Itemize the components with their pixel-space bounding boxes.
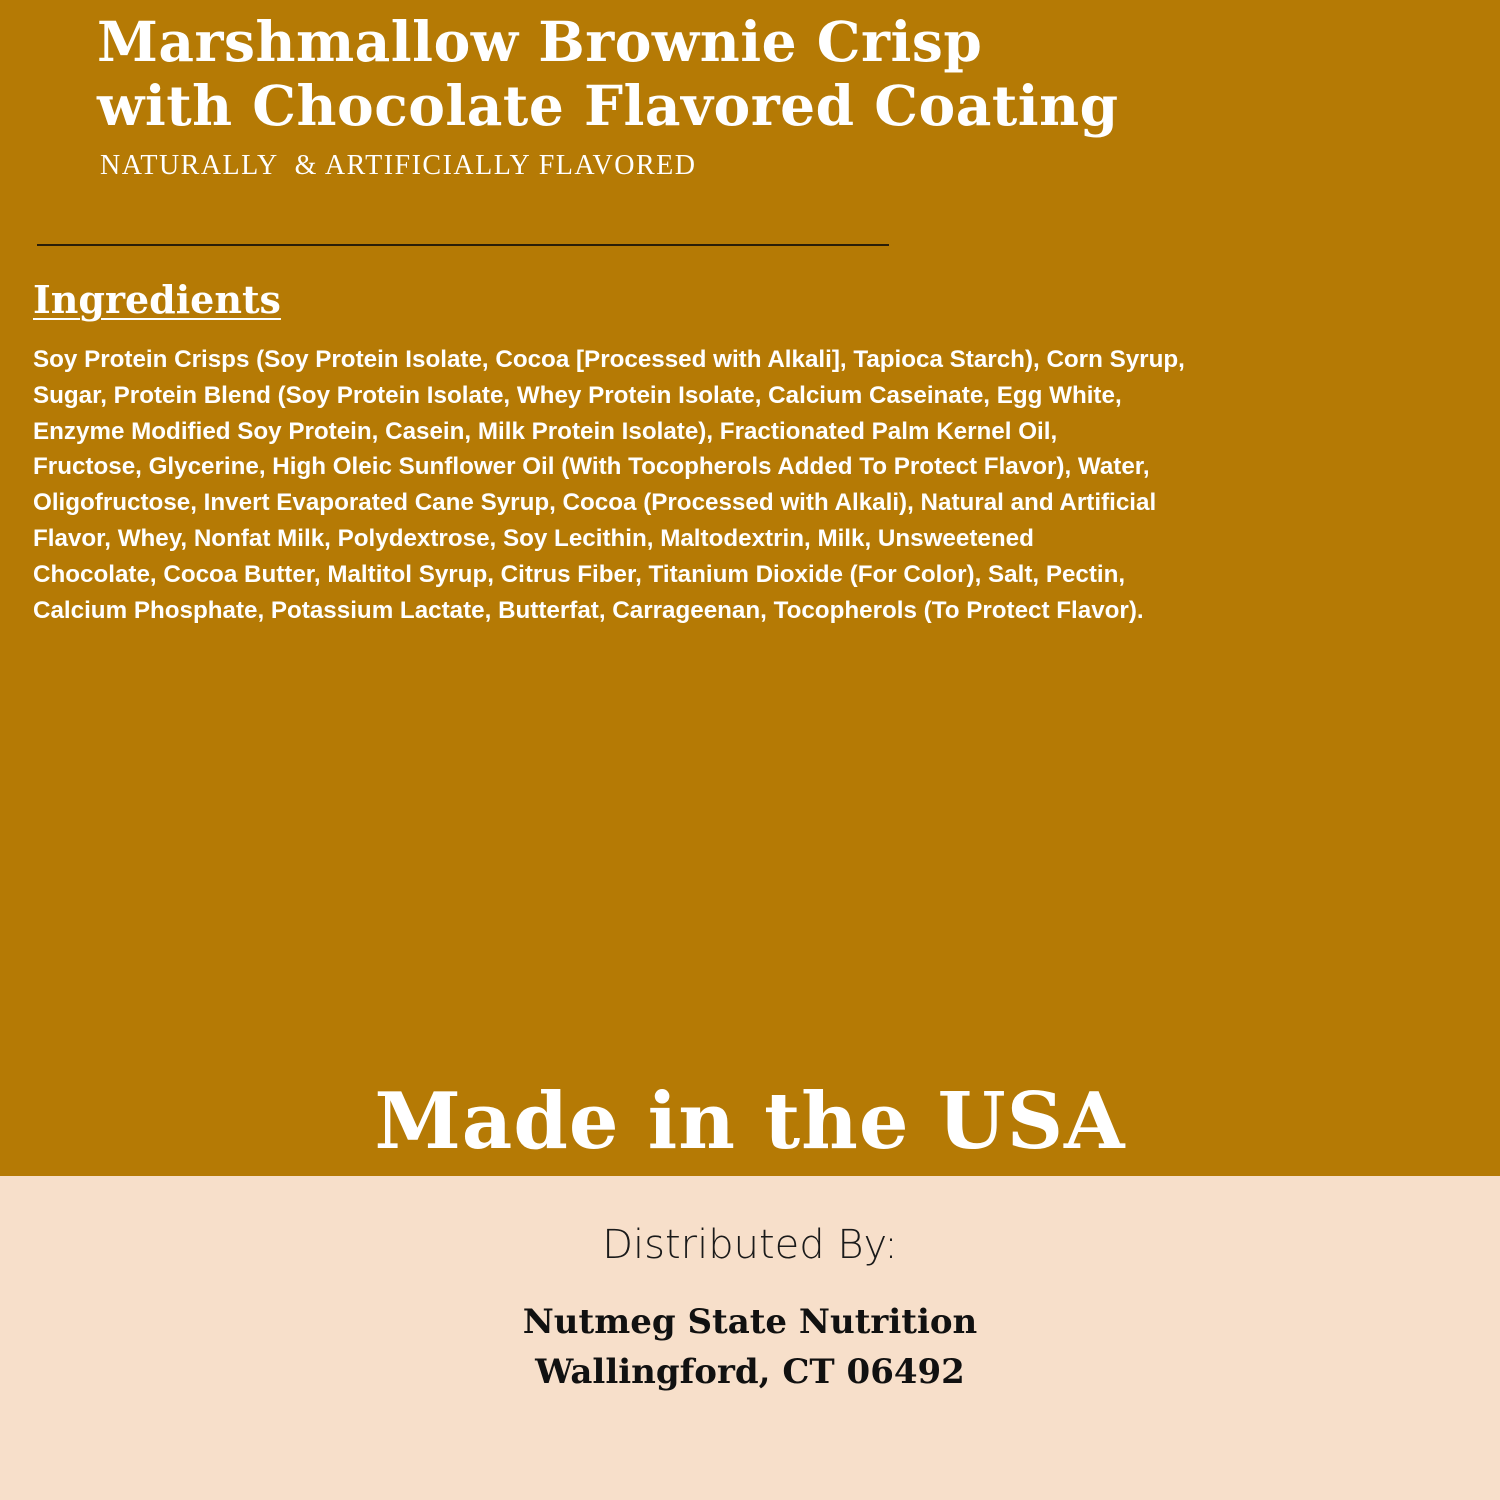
- ingredients-line: Calcium Phosphate, Potassium Lactate, Butterfat, Carrageenan, Tocopherols (To Protect Flavor).: [33, 596, 1144, 624]
- made-in-usa: Made in the USA: [374, 1076, 1126, 1167]
- distributor-address: Wallingford, CT 06492: [535, 1352, 965, 1392]
- ingredients-heading: Ingredients: [33, 277, 281, 322]
- flavor-statement: NATURALLY & ARTIFICIALLY FLAVORED: [100, 150, 697, 181]
- ingredients-list: [33, 342, 1295, 628]
- product-title: [97, 10, 1119, 138]
- ingredients-line: Sugar, Protein Blend (Soy Protein Isolate, Whey Protein Isolate, Calcium Caseinate, Egg White,: [33, 381, 1122, 409]
- distributed-by-label: Distributed By:: [602, 1222, 898, 1268]
- ingredients-line: Enzyme Modified Soy Protein, Casein, Milk Protein Isolate), Fractionated Palm Kernel Oil,: [33, 417, 1058, 445]
- divider-line: [37, 244, 889, 246]
- product-title-line-1: Marshmallow Brownie Crisp: [97, 9, 983, 74]
- ingredients-line: Fructose, Glycerine, High Oleic Sunflower Oil (With Tocopherols Added To Protect Flavor), Water,: [33, 453, 1150, 481]
- distributor-name: Nutmeg State Nutrition: [522, 1302, 978, 1342]
- ingredients-line: Oligofructose, Invert Evaporated Cane Syrup, Cocoa (Processed with Alkali), Natural and Artificial: [33, 489, 1157, 517]
- product-title-line-2: with Chocolate Flavored Coating: [97, 73, 1119, 138]
- ingredients-line: Chocolate, Cocoa Butter, Maltitol Syrup, Citrus Fiber, Titanium Dioxide (For Color), Salt, Pectin,: [33, 560, 1126, 588]
- ingredients-line: Soy Protein Crisps (Soy Protein Isolate, Cocoa [Processed with Alkali], Tapioca Starch), Corn Syrup,: [33, 346, 1185, 373]
- ingredients-line: Flavor, Whey, Nonfat Milk, Polydextrose, Soy Lecithin, Maltodextrin, Milk, Unsweetened: [33, 524, 1034, 552]
